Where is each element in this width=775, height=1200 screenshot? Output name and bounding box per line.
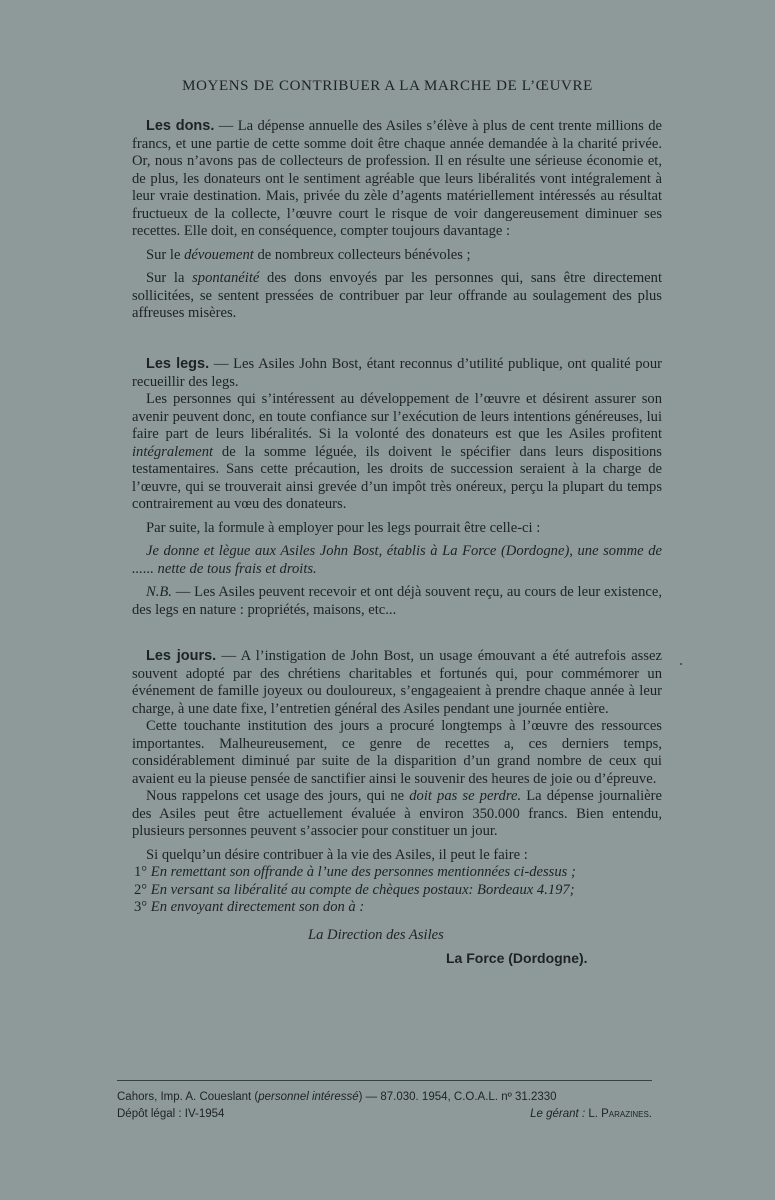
heading-jours: Les jours.	[146, 648, 217, 664]
dons-p2-text: Sur le	[146, 246, 185, 263]
item-number: 3°	[134, 899, 148, 915]
jours-paragraph-2: Cette touchante institution des jours a procuré longtemps à l’œuvre des ressources importantes. Malheureusement, ce genre de recettes a, ces derniers temps, considérablement diminué par suite de la disparition d’un grand nombre de ceux qui avaient eu la pieuse pensée de sanctifier ainsi le souvenir des heures de joie ou d’épreuve.	[132, 718, 662, 787]
dons-p3-text-end: des dons envoyés par les personnes qui, sans être directement sollicitées, se sentent pressées de contribuer par leur offrande au soulagement des plus affreuses misères.	[132, 270, 662, 321]
footer-printer-end: ) — 87.030. 1954, C.O.A.L. nº 31.2330	[358, 1091, 557, 1103]
footer-line-2	[117, 1106, 652, 1123]
section-legs	[132, 356, 662, 619]
legs-paragraph-3: Par suite, la formule à employer pour les legs pourrait être celle-ci :	[146, 519, 541, 536]
footer-printer: Cahors, Imp. A. Coueslant (	[117, 1091, 259, 1103]
section-jours	[132, 648, 662, 968]
legs-paragraph-1: — Les Asiles John Bost, étant reconnus d’utilité publique, ont qualité pour recueillir des legs.	[132, 356, 663, 390]
contribute-item-3	[132, 899, 662, 917]
contribute-item-1	[132, 864, 662, 882]
dons-p3-text: Sur la	[146, 270, 193, 286]
footer-line-1	[117, 1089, 652, 1106]
footer-legal-deposit: Dépôt légal : IV-1954	[117, 1108, 225, 1120]
page-title: MOYENS DE CONTRIBUER A LA MARCHE DE L’ŒUVRE	[182, 78, 593, 94]
print-footer	[117, 1080, 652, 1123]
legs-nb-text: — Les Asiles peuvent recevoir et ont déjà souvent reçu, au cours de leur existence, des legs en nature : propriétés, maisons, etc...	[132, 584, 662, 618]
item-number: 2°	[134, 881, 148, 898]
signature-place: La Force (Dordogne).	[446, 950, 588, 966]
item-text: En versant sa libéralité au compte de chèques postaux: Bordeaux 4.197;	[150, 881, 575, 898]
legs-nb-label: N.B.	[146, 584, 172, 600]
heading-dons: Les dons.	[146, 118, 215, 134]
jours-paragraph-1: — A l’instigation de John Bost, un usage émouvant a été autrefois assez souvent adopté par des chrétiens charitables et fortunés qui, pour commémorer un événement de famille joyeux ou douloureux, s’engageaient à prendre chaque année à leur charge, à une date fixe, l’entretien général des Asiles pendant une journée entière.	[132, 648, 662, 717]
speck-mark	[680, 663, 682, 665]
dons-p2-text-end: de nombreux collecteurs bénévoles ;	[253, 246, 471, 263]
item-number: 1°	[134, 864, 148, 880]
contribute-intro: Si quelqu’un désire contribuer à la vie des Asiles, il peut le faire :	[146, 846, 528, 863]
heading-legs: Les legs.	[146, 356, 210, 372]
contribute-item-2	[132, 882, 662, 900]
jours-p3-text: Nous rappelons cet usage des jours, qui ne	[146, 788, 410, 804]
legs-p2-text-end: de la somme léguée, ils doivent le spécifier dans leurs dispositions testamentaires. Sans cette précaution, les droits de succession seraient à la charge de l’œuvre, qui se trouverait ainsi grevée d’un impôt très onéreux, perçu la plupart du temps contrairement au vœu des donateurs.	[132, 443, 662, 512]
footer-printer-italic: personnel intéressé	[258, 1091, 359, 1103]
jours-p3-italic: doit pas se perdre.	[409, 788, 522, 804]
legs-formula: Je donne et lègue aux Asiles John Bost, établis à La Force (Dordogne), une somme de ...... nette de tous frais et droits.	[132, 543, 662, 577]
jours-p3-text-end: La dépense journalière des Asiles peut être actuellement évaluée à environ 350.000 francs. Bien entendu, plusieurs personnes peuvent s’associer pour constituer un jour.	[132, 788, 662, 839]
dons-p3-italic: spontanéité	[192, 270, 260, 286]
section-dons	[132, 118, 662, 323]
dons-p2-italic: dévouement	[184, 246, 254, 263]
signature-direction: La Direction des Asiles	[308, 926, 444, 943]
item-text: En envoyant directement son don à :	[150, 899, 365, 915]
legs-p2-italic: intégralement	[132, 443, 214, 460]
legs-p2-text: Les personnes qui s’intéressent au développement de l’œuvre et désirent assurer son avenir peuvent donc, en toute confiance sur l’exécution de leurs intentions généreuses, lui faire part de leurs libéralités. Si la volonté des donateurs est que les Asiles profitent	[132, 391, 662, 442]
dons-paragraph-1: — La dépense annuelle des Asiles s’élève à plus de cent trente millions de francs, et une partie de cette somme doit être chaque année demandée à la charité privée. Or, nous n’avons pas de collecteurs de profession. Il en résulte une sérieuse économie et, de plus, les donateurs ont le sentiment agréable que leurs libéralités vont intégralement à leur vraie destination. Mais, privée du zèle d’agents matériellement intéressés au résultat fructueux de la collecte, l’œuvre court le risque de voir dangereusement diminuer ses recettes. Elle doit, en conséquence, compter toujours davantage :	[132, 118, 662, 239]
footer-manager-name: L. Parazines.	[585, 1108, 652, 1120]
footer-manager-label: Le gérant :	[530, 1108, 586, 1120]
item-text: En remettant son offrande à l’une des personnes mentionnées ci-dessus ;	[150, 864, 576, 880]
